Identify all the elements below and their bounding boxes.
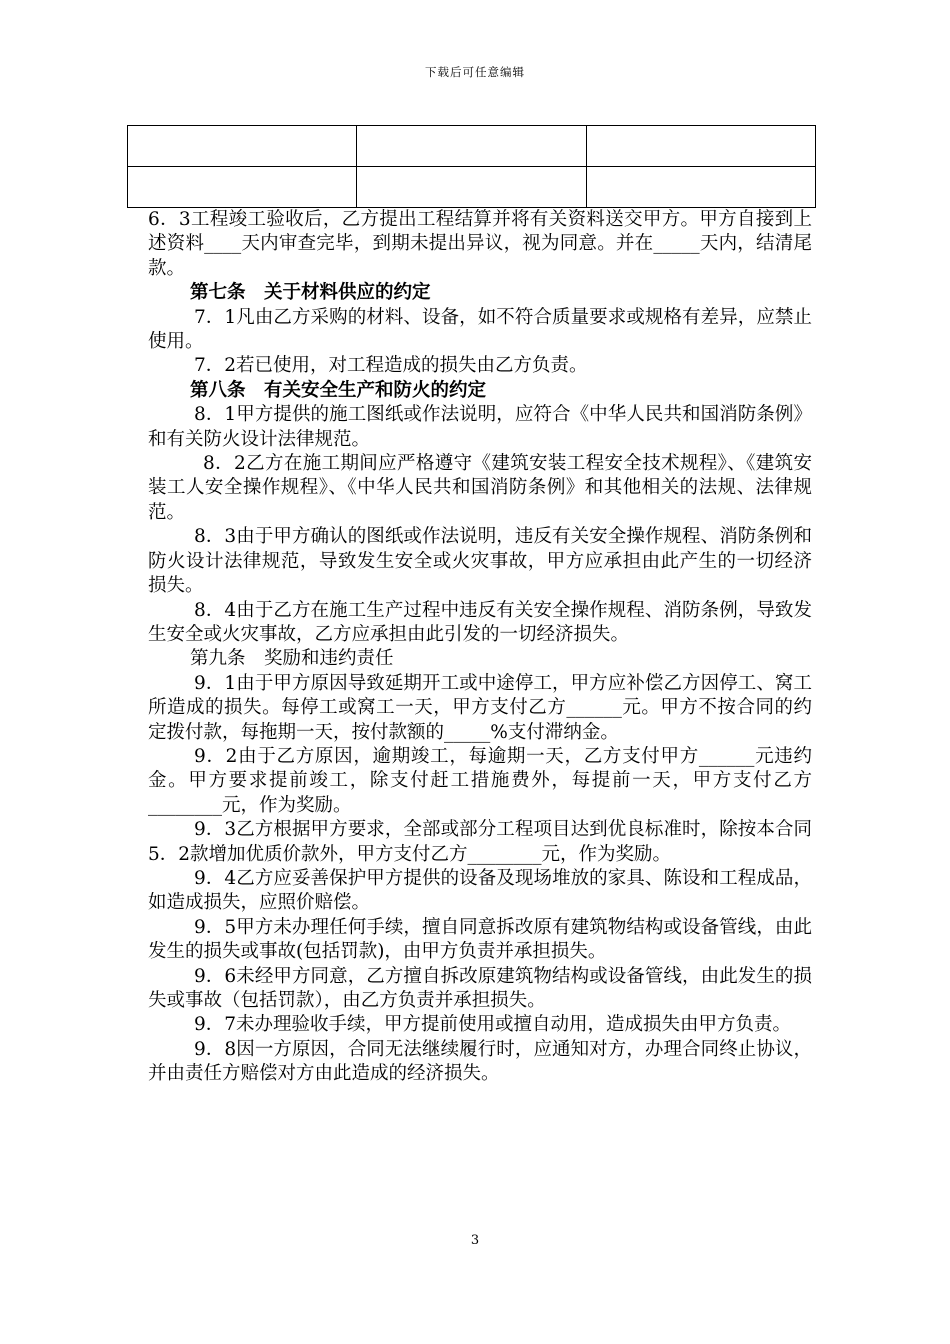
table-cell	[586, 126, 815, 167]
page-header-note: 下载后可任意编辑	[425, 65, 525, 79]
clause-9-8: 9．8因一方原因，合同无法继续履行时，应通知对方，办理合同终止协议，并由责任方赔偿对方由此造成的经济损失。	[148, 1038, 812, 1085]
table-cell	[357, 167, 586, 208]
clause-9-6: 9．6未经甲方同意，乙方擅自拆改原建筑物结构或设备管线，由此发生的损失或事故（包括罚款），由乙方负责并承担损失。	[148, 965, 812, 1011]
clause-9-1: 9．1由于甲方原因导致延期开工或中途停工，甲方应补偿乙方因停工、窝工所造成的损失。每停工或窝工一天，甲方支付乙方______元。甲方不按合同的约定拨付款，每拖期一天，按付款额的_____%支付滞纳金。	[148, 672, 812, 743]
clause-7-2: 7．2若已使用，对工程造成的损失由乙方负责。	[194, 355, 588, 377]
clause-8-2: 8．2乙方在施工期间应严格遵守《建筑安装工程安全技术规程》、《建筑安装工人安全操作规程》、《中华人民共和国消防条例》和其他相关的法规、法律规范。	[148, 453, 812, 523]
clause-9-4: 9．4乙方应妥善保护甲方提供的设备及现场堆放的家具、陈设和工程成品，如造成损失，应照价赔偿。	[148, 867, 812, 914]
table-row	[128, 167, 816, 208]
clause-8-3: 8．3由于甲方确认的图纸或作法说明，违反有关安全操作规程、消防条例和防火设计法律规范，导致发生安全或火灾事故，甲方应承担由此产生的一切经济损失。	[148, 526, 812, 597]
payment-schedule-table	[127, 125, 816, 208]
clause-7-1: 7．1凡由乙方采购的材料、设备，如不符合质量要求或规格有差异，应禁止使用。	[148, 306, 812, 353]
clause-9-3: 9．3乙方根据甲方要求，全部或部分工程项目达到优良标准时，除按本合同5．2款增加优质价款外，甲方支付乙方________元，作为奖励。	[148, 819, 812, 865]
article-8-heading: 第八条 有关安全生产和防火的约定	[190, 379, 487, 401]
clause-8-1: 8．1甲方提供的施工图纸或作法说明，应符合《中华人民共和国消防条例》和有关防火设计法律规范。	[148, 404, 812, 450]
contract-body	[148, 208, 812, 1087]
table-cell	[357, 126, 586, 167]
clause-6-3: 6．3工程竣工验收后，乙方提出工程结算并将有关资料送交甲方。甲方自接到上述资料____天内审查完毕，到期未提出异议，视为同意。并在_____天内，结清尾款。	[148, 209, 812, 279]
clause-9-5: 9．5甲方未办理任何手续，擅自同意拆改原有建筑物结构或设备管线，由此发生的损失或事故(包括罚款)，由甲方负责并承担损失。	[148, 916, 812, 963]
clause-9-2: 9．2由于乙方原因，逾期竣工，每逾期一天，乙方支付甲方______元违约金。甲方要求提前竣工，除支付赶工措施费外，每提前一天，甲方支付乙方________元，作为奖励。	[148, 745, 812, 816]
clause-8-4: 8．4由于乙方在施工生产过程中违反有关安全操作规程、消防条例，导致发生安全或火灾事故，乙方应承担由此引发的一切经济损失。	[148, 599, 812, 645]
page-number: 3	[470, 1233, 480, 1248]
article-7-heading: 第七条 关于材料供应的约定	[190, 282, 431, 304]
article-9-heading: 第九条 奖励和违约责任	[190, 648, 394, 670]
clause-9-7: 9．7未办理验收手续，甲方提前使用或擅自动用，造成损失由甲方负责。	[194, 1014, 792, 1036]
table-row	[128, 126, 816, 167]
table-cell	[586, 167, 815, 208]
table-cell	[128, 126, 357, 167]
table-cell	[128, 167, 357, 208]
